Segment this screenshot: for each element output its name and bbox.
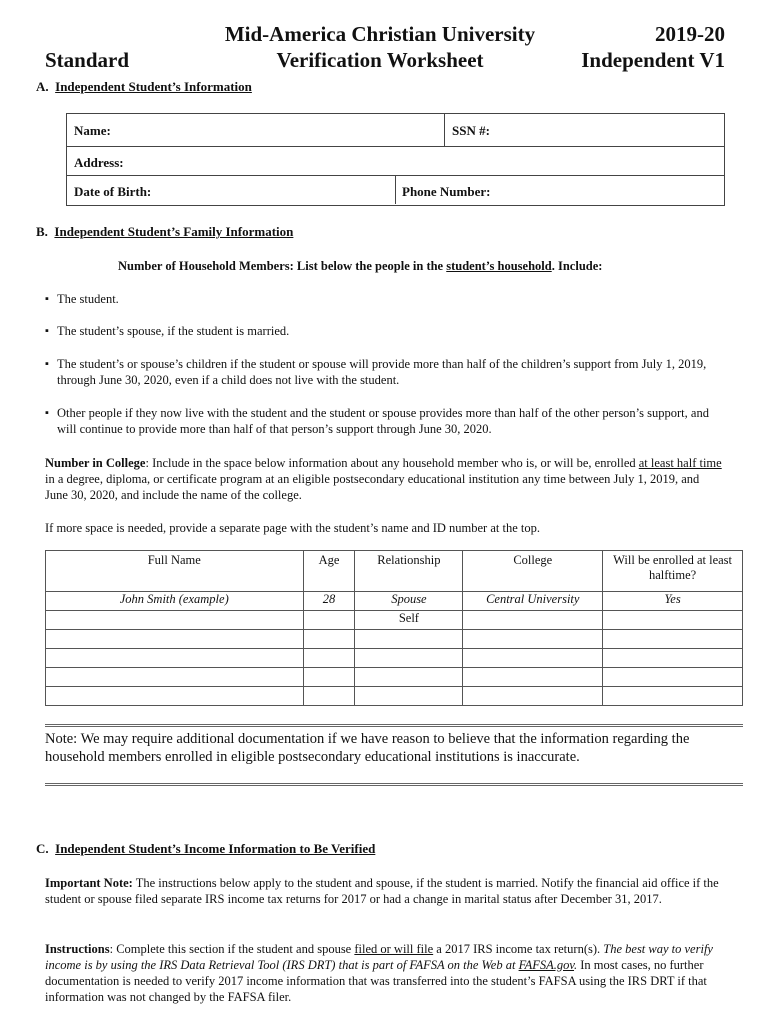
table-row[interactable] [46, 668, 743, 687]
instructions-text: Instructions: Complete this section if the student and spouse filed or will file a 2017 IRS income tax return(s). The best way to verify income is by using the IRS Data Retrieval Tool (IRS DRT) that is part of FAFSA on the Web at FAFSA.gov. In most cases, no further documentation is needed to verify 2017 income information that was transferred into the student’s FAFSA using the IRS DRT if that information was not changed by the FAFSA filer. [45, 942, 713, 1004]
address-field[interactable]: Address: [74, 155, 124, 170]
phone-field[interactable]: Phone Number: [402, 184, 491, 199]
example-relationship: Spouse [355, 592, 463, 611]
col-halftime: Will be enrolled at least halftime? [603, 551, 743, 592]
bullet-1: ▪ The student. [57, 291, 717, 307]
section-b-heading: B. Independent Student’s Family Information [36, 224, 294, 239]
important-note: Important Note: The instructions below apply to the student and spouse, if the student is married. Notify the financial aid office if the student or spouse filed separate IRS income tax returns for 2017 or had a change in marital status after December 31, 2017. [45, 876, 719, 906]
ssn-field[interactable]: SSN #: [452, 123, 490, 138]
bullet-2: ▪ The student’s spouse, if the student is married. [57, 323, 717, 339]
col-full-name: Full Name [46, 551, 304, 592]
award-year: 2019-20 [655, 22, 725, 46]
example-age: 28 [303, 592, 355, 611]
form-type: Independent V1 [581, 48, 725, 72]
bullet-4: ▪ Other people if they now live with the student and the student or spouse provides more than half of the other person’s support, and will continue to provide more than half of that person’s support through June 30, 2020. [57, 405, 717, 437]
more-space-text: If more space is needed, provide a separate page with the student’s name and ID number at the top. [45, 521, 540, 535]
example-name: John Smith (example) [46, 592, 304, 611]
section-a-heading: A. Independent Student’s Information [36, 79, 252, 94]
col-college: College [463, 551, 603, 592]
bullet-3: ▪ The student’s or spouse’s children if the student or spouse will provide more than half of the children’s support from July 1, 2019, through June 30, 2020, even if a child does not live with the student. [57, 356, 717, 388]
col-relationship: Relationship [355, 551, 463, 592]
school-name: Mid-America Christian University [224, 22, 536, 46]
table-row [46, 592, 743, 611]
col-age: Age [303, 551, 355, 592]
form-variant: Standard [45, 48, 130, 72]
form-title: Verification Worksheet [276, 48, 484, 72]
name-field[interactable]: Name: [74, 123, 111, 138]
section-c-heading: C. Independent Student’s Income Information to Be Verified [36, 841, 376, 856]
note-text: Note: We may require additional documentation if we have reason to believe that the information regarding the household members enrolled in eligible postsecondary educational institutions is inaccurate. [45, 731, 690, 765]
fafsa-link[interactable]: FAFSA.gov [518, 958, 575, 972]
dob-field[interactable]: Date of Birth: [74, 184, 152, 199]
household-college-table [45, 550, 743, 706]
number-in-college-text: Number in College: Include in the space below information about any household member who is, or will be, enrolled at least half time in a degree, diploma, or certificate program at an eligible postsecondary educational institution any time between July 1, 2019, and June 30, 2020, and include the name of the college. [45, 456, 722, 502]
table-row[interactable] [46, 630, 743, 649]
example-halftime: Yes [603, 592, 743, 611]
example-college: Central University [463, 592, 603, 611]
table-row[interactable] [46, 687, 743, 706]
table-row[interactable] [46, 611, 743, 630]
household-intro: Number of Household Members: List below the people in the student’s household. Include: [118, 259, 603, 273]
self-label: Self [355, 611, 463, 630]
table-row[interactable] [46, 649, 743, 668]
